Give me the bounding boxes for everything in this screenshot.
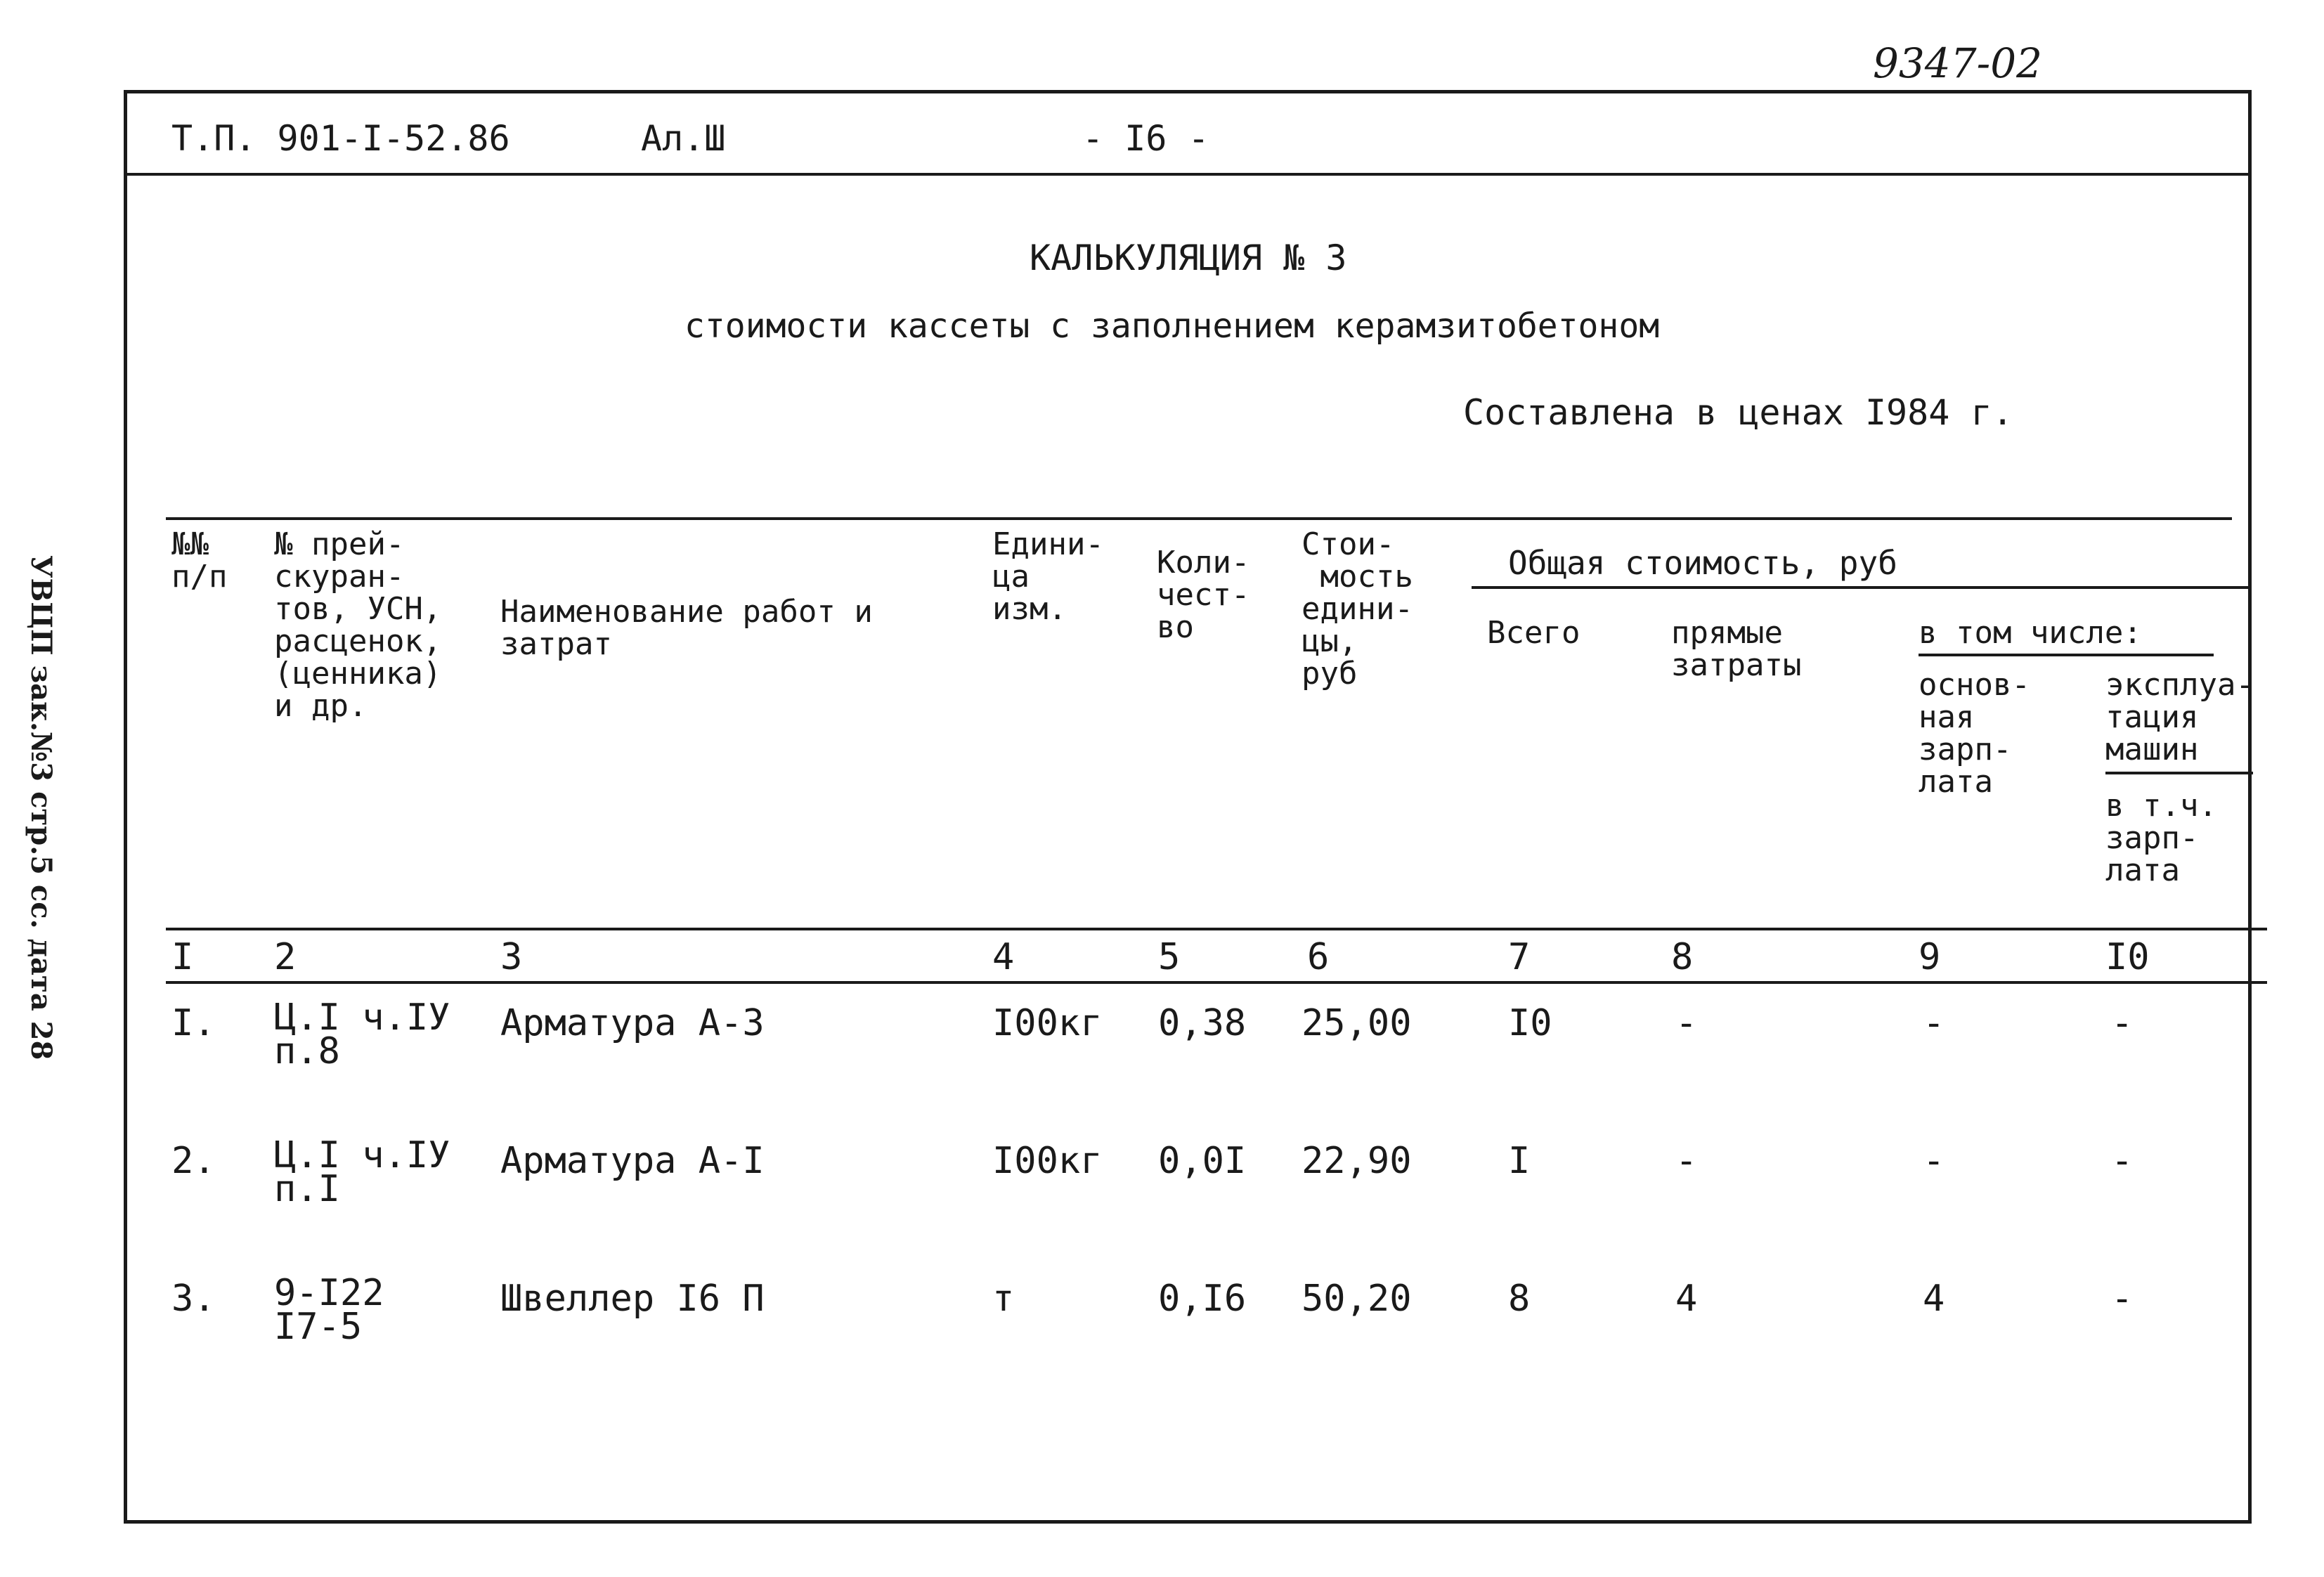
row3-unit-price: 50,20: [1301, 1278, 1412, 1320]
row2-wage: -: [1923, 1140, 1945, 1182]
including-underline: [1919, 654, 2214, 656]
column-number-1: I: [171, 936, 194, 978]
row3-unit: т: [992, 1278, 1015, 1320]
header-base-wage: основ- ная зарп- лата: [1919, 667, 2030, 800]
row3-machines: -: [2111, 1278, 2134, 1320]
row1-quantity: 0,38: [1158, 1002, 1247, 1044]
row1-unit-price: 25,00: [1301, 1002, 1412, 1044]
table-top-line: [166, 517, 2232, 520]
side-stamp: УВЦП зак.№3 стр.5 сс. дата 28: [25, 555, 58, 1060]
header-quantity: Коли- чест- во: [1157, 545, 1250, 645]
header-including: в том числе:: [1919, 615, 2142, 651]
row2-name: Арматура А-I: [500, 1140, 765, 1182]
row1-name: Арматура А-3: [500, 1002, 765, 1044]
machine-underline: [2105, 772, 2253, 774]
row2-unit-price: 22,90: [1301, 1140, 1412, 1182]
row1-unit: I00кг: [992, 1002, 1103, 1044]
handwritten-code: 9347-02: [1873, 39, 2043, 87]
header-unit: Едини- ца изм.: [992, 526, 1104, 627]
column-number-5: 5: [1158, 936, 1181, 978]
row2-total: I: [1508, 1140, 1531, 1182]
header-machine-wage: в т.ч. зарп- лата: [2105, 788, 2217, 888]
column-number-4: 4: [992, 936, 1015, 978]
column-numbers-bottom-line: [166, 981, 2267, 984]
album-number: Ал.Ш: [641, 118, 726, 159]
header-row-number: №№ п/п: [171, 526, 228, 595]
column-number-2: 2: [274, 936, 297, 978]
header-total-cost-group: Общая стоимость, руб: [1508, 544, 1897, 582]
row1-machines: -: [2111, 1002, 2134, 1044]
row3-wage: 4: [1923, 1278, 1945, 1320]
row1-direct: -: [1675, 1002, 1698, 1044]
header-work-name: Наименование работ и затрат: [500, 594, 873, 662]
calc-title: КАЛЬКУЛЯЦИЯ № 3: [1030, 238, 1347, 278]
row3-name: Швеллер I6 П: [500, 1278, 765, 1320]
header-price-list: № прей- скуран- тов, УСН, расценок, (ценника) и др.: [274, 526, 442, 724]
row2-number: 2.: [171, 1140, 216, 1182]
row2-code: Ц.I ч.IУ п.I: [274, 1134, 450, 1210]
column-number-10: I0: [2105, 936, 2150, 978]
column-number-9: 9: [1919, 936, 1941, 978]
row1-code: Ц.I ч.IУ п.8: [274, 997, 450, 1072]
price-basis: Составлена в ценах I984 г.: [1463, 392, 2013, 433]
row2-unit: I00кг: [992, 1140, 1103, 1182]
row2-machines: -: [2111, 1140, 2134, 1182]
row3-direct: 4: [1675, 1278, 1698, 1320]
header-divider: [124, 173, 2252, 176]
row3-number: 3.: [171, 1278, 216, 1320]
column-number-7: 7: [1508, 936, 1531, 978]
row3-total: 8: [1508, 1278, 1531, 1320]
page-number: - I6 -: [1082, 118, 1209, 159]
calc-subtitle: стоимости кассеты с заполнением керамзитобетоном: [684, 306, 1660, 346]
row2-quantity: 0,0I: [1158, 1140, 1247, 1182]
header-machine-operation: эксплуа- тация машин: [2105, 667, 2254, 767]
row1-number: I.: [171, 1002, 216, 1044]
column-number-6: 6: [1307, 936, 1330, 978]
row3-quantity: 0,I6: [1158, 1278, 1247, 1320]
column-number-8: 8: [1671, 936, 1694, 978]
project-number: Т.П. 901-I-52.86: [171, 118, 510, 159]
row1-wage: -: [1923, 1002, 1945, 1044]
row3-code: 9-I22 I7-5: [274, 1272, 384, 1348]
column-number-3: 3: [500, 936, 523, 978]
header-unit-cost: Стои- мость едини- цы, руб: [1301, 526, 1413, 692]
group-divider: [1472, 586, 2249, 589]
header-total: Всего: [1487, 615, 1580, 651]
column-numbers-top-line: [166, 928, 2267, 930]
row2-direct: -: [1675, 1140, 1698, 1182]
row1-total: I0: [1508, 1002, 1552, 1044]
header-direct-costs: прямые затраты: [1671, 615, 1802, 683]
